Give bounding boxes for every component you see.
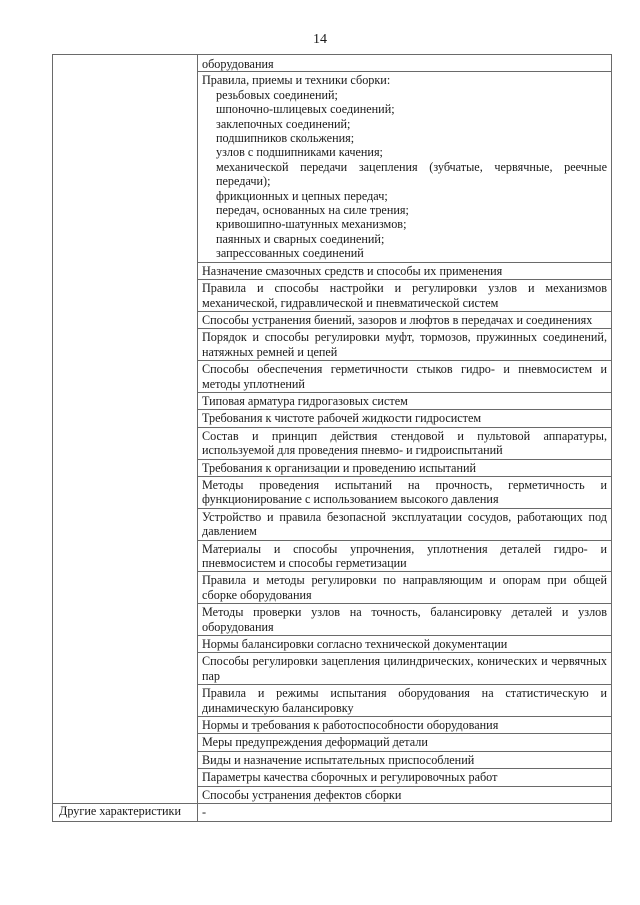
assembly-cell <box>198 72 612 262</box>
knowledge-item: Материалы и способы упрочнения, уплотнения деталей гидро- и пневмосистем и способы герметизации <box>198 540 612 572</box>
knowledge-item: Способы устранения биений, зазоров и люфтов в передачах и соединениях <box>198 311 612 328</box>
assembly-item: кривошипно-шатунных механизмов; <box>216 217 407 232</box>
knowledge-item: Типовая арматура гидрогазовых систем <box>198 392 612 409</box>
assembly-item: паянных и сварных соединений; <box>216 231 385 246</box>
knowledge-item: Нормы балансировки согласно технической документации <box>198 636 612 653</box>
assembly-item: заклепочных соединений; <box>216 116 351 131</box>
assembly-item: резьбовых соединений; <box>216 87 338 102</box>
knowledge-item: Правила и методы регулировки по направляющим и опорам при общей сборке оборудования <box>198 572 612 604</box>
knowledge-item: Назначение смазочных средств и способы их применения <box>198 262 612 279</box>
other-characteristics-label: Другие характеристики <box>53 804 198 821</box>
knowledge-item: Требования к чистоте рабочей жидкости гидросистем <box>198 410 612 427</box>
knowledge-item: Правила и способы настройки и регулировки узлов и механизмов механической, гидравлической и пневматической систем <box>198 280 612 312</box>
other-characteristics-value: - <box>198 804 612 821</box>
assembly-item: фрикционных и цепных передач; <box>216 188 388 203</box>
assembly-item: запрессованных соединений <box>216 246 364 261</box>
knowledge-item: Нормы и требования к работоспособности оборудования <box>198 717 612 734</box>
requirements-table <box>52 54 612 822</box>
assembly-item: передач, основанных на силе трения; <box>216 203 409 218</box>
row-label-cell <box>53 55 198 804</box>
knowledge-item: Параметры качества сборочных и регулировочных работ <box>198 769 612 786</box>
knowledge-item: Порядок и способы регулировки муфт, тормозов, пружинных соединений, натяжных ремней и цепей <box>198 329 612 361</box>
knowledge-item: Способы обеспечения герметичности стыков гидро- и пневмосистем и методы уплотнений <box>198 361 612 393</box>
assembly-item: механической передачи зацепления (зубчатые, червячные, реечные передачи); <box>216 159 607 189</box>
table-body <box>53 55 612 822</box>
knowledge-item: Устройство и правила безопасной эксплуатации сосудов, работающих под давлением <box>198 508 612 540</box>
knowledge-item: Требования к организации и проведению испытаний <box>198 459 612 476</box>
knowledge-item: Состав и принцип действия стендовой и пультовой аппаратуры, используемой для проведения пневмо- и гидроиспытаний <box>198 427 612 459</box>
intro-line: оборудования <box>202 57 274 71</box>
knowledge-item: Правила и режимы испытания оборудования на статистическую и динамическую балансировку <box>198 685 612 717</box>
knowledge-item: Виды и назначение испытательных приспособлений <box>198 751 612 768</box>
knowledge-item: Способы регулировки зацепления цилиндрических, конических и червячных пар <box>198 653 612 685</box>
assembly-item: узлов с подшипниками качения; <box>216 145 383 160</box>
assembly-heading: Правила, приемы и техники сборки: <box>202 73 391 88</box>
knowledge-item: Способы устранения дефектов сборки <box>198 786 612 803</box>
knowledge-item: Методы проведения испытаний на прочность, герметичность и функционирование с использованием высокого давления <box>198 476 612 508</box>
assembly-item: подшипников скольжения; <box>216 131 355 146</box>
knowledge-row-start <box>53 55 612 72</box>
page-number: 14 <box>313 32 327 47</box>
other-characteristics-row <box>53 804 612 821</box>
intro-cell <box>198 55 612 72</box>
knowledge-item: Меры предупреждения деформаций детали <box>198 734 612 751</box>
assembly-list <box>202 88 607 261</box>
assembly-item: шпоночно-шлицевых соединений; <box>216 102 395 117</box>
knowledge-item: Методы проверки узлов на точность, балансировку деталей и узлов оборудования <box>198 604 612 636</box>
